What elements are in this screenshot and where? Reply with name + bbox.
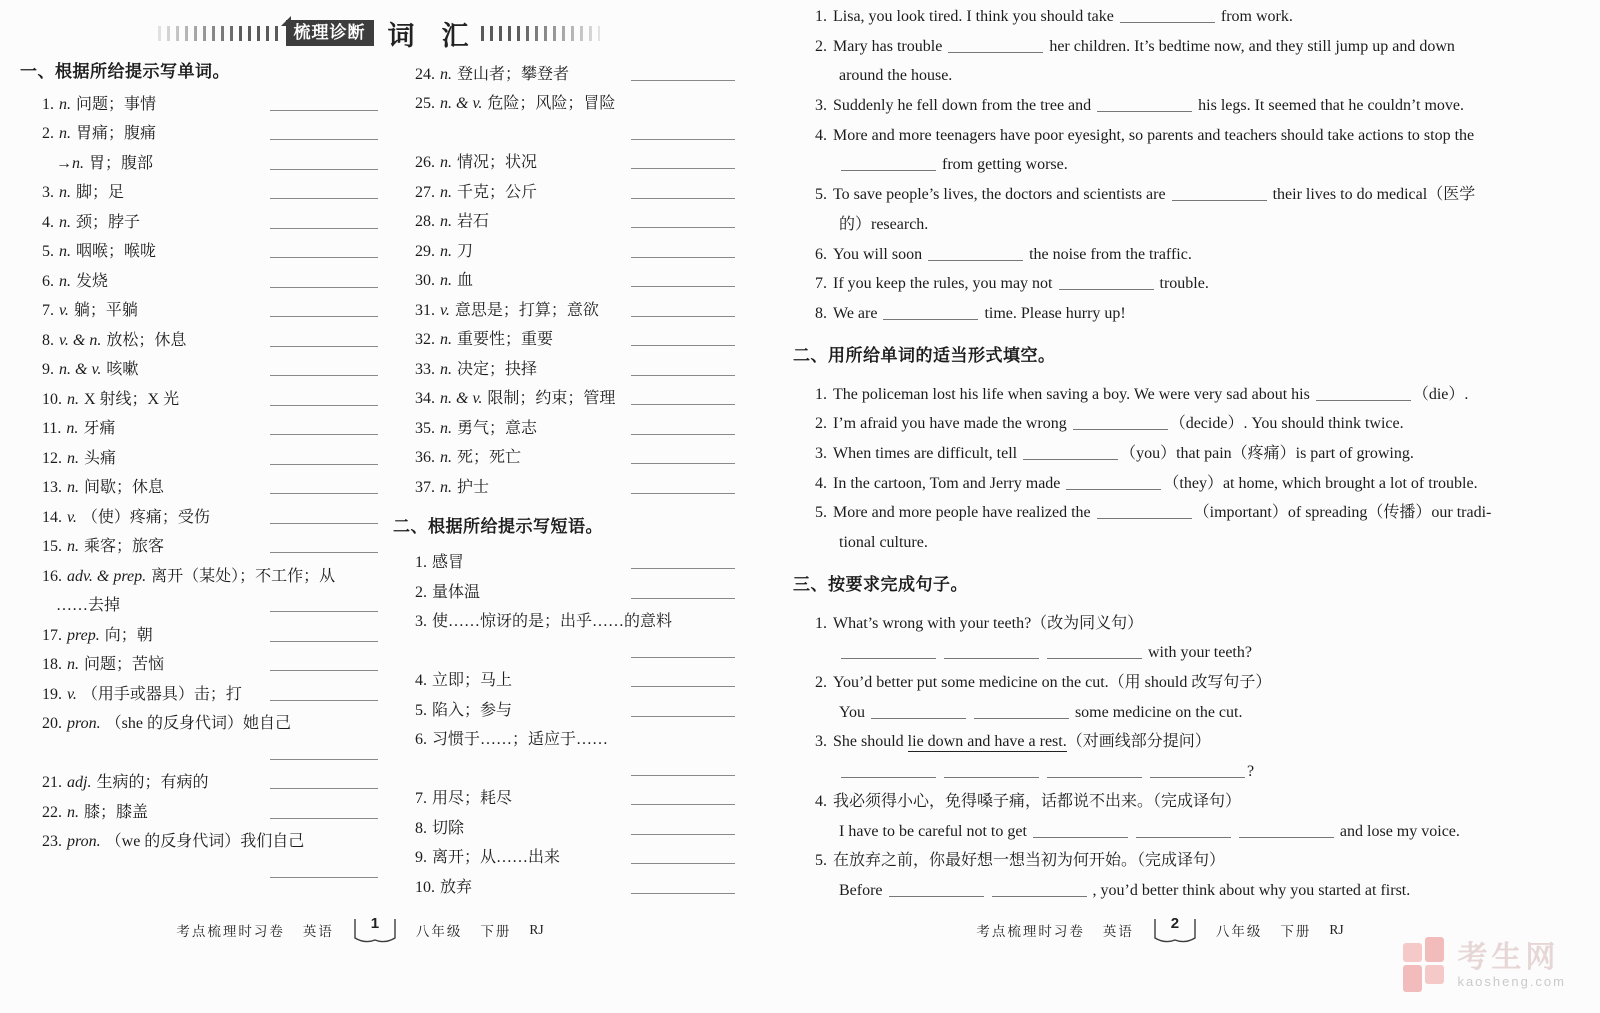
answer-blank bbox=[1172, 197, 1267, 201]
word-item-text: 15. n. 乘客；旅客 bbox=[42, 538, 165, 555]
sentence-number: 1. bbox=[815, 614, 827, 632]
sentence-number: 8. bbox=[815, 304, 827, 322]
exercise1-sentences bbox=[793, 2, 1523, 329]
word-item-row bbox=[415, 693, 735, 723]
sentence-line: 1. What’s wrong with your teeth?（改为同义句） bbox=[815, 614, 1144, 632]
word-item-text: 20. pron. （she 的反身代词）她自己 bbox=[42, 715, 291, 732]
answer-blank bbox=[270, 228, 378, 229]
sentence-continuation-line: I have to be careful not to get and lose my voice. bbox=[839, 822, 1460, 840]
word-item-row bbox=[415, 382, 735, 412]
word-item-text: 14. v. （使）疼痛；受伤 bbox=[42, 508, 210, 526]
answer-blank bbox=[631, 657, 735, 658]
word-item-text: 6. n. 发烧 bbox=[42, 272, 109, 290]
word-item-text: 33. n. 决定；抉择 bbox=[415, 360, 538, 378]
answer-blank bbox=[883, 316, 978, 320]
answer-blank bbox=[631, 775, 735, 776]
blank-only-row bbox=[42, 736, 378, 766]
page1-section1-title: 一、根据所给提示写单词。 bbox=[20, 62, 230, 81]
word-item-row bbox=[42, 707, 378, 737]
answer-blank bbox=[270, 139, 378, 140]
answer-blank bbox=[631, 893, 735, 894]
word-item-text: 36. n. 死；死亡 bbox=[415, 449, 522, 466]
sentence-line: 8. We are time. Please hurry up! bbox=[815, 304, 1126, 322]
footer-series: 考点梳理时习卷 bbox=[976, 924, 1085, 939]
answer-blank bbox=[889, 893, 984, 897]
watermark-site-name: 考生网 bbox=[1457, 941, 1560, 974]
footer-volume: 下册 bbox=[480, 924, 512, 939]
word-item-row bbox=[42, 825, 378, 855]
answer-blank bbox=[631, 716, 735, 717]
word-item-text: 30. n. 血 bbox=[415, 272, 474, 289]
word-item-row bbox=[42, 87, 378, 117]
sentence-continuation-line: Before , you’d better think about why you started at first. bbox=[839, 881, 1411, 899]
answer-blank bbox=[270, 552, 378, 553]
page2-content bbox=[793, 2, 1523, 906]
answer-blank bbox=[1047, 774, 1142, 778]
word-item-text: →n. 胃；腹部 bbox=[56, 154, 154, 172]
answer-blank bbox=[1150, 774, 1245, 778]
footer-grade: 八年级 bbox=[415, 924, 463, 939]
answer-blank bbox=[841, 655, 936, 659]
answer-blank bbox=[270, 788, 378, 789]
sentence-number: 3. bbox=[815, 733, 827, 751]
word-item-row bbox=[415, 605, 735, 635]
word-item-text: 26. n. 情况；状况 bbox=[415, 154, 538, 171]
answer-blank bbox=[270, 611, 378, 612]
answer-blank bbox=[270, 700, 378, 701]
word-item-text: 8. 切除 bbox=[415, 819, 465, 837]
exercise2-sentences bbox=[793, 380, 1523, 558]
answer-blank bbox=[1033, 834, 1128, 838]
word-item-row bbox=[42, 795, 378, 825]
word-item-text: 27. n. 千克；公斤 bbox=[415, 183, 538, 201]
sentence-number: 6. bbox=[815, 245, 827, 263]
sentence-continuation-line: with your teeth? bbox=[793, 638, 1523, 668]
page-number: 1 bbox=[370, 915, 380, 932]
word-item-text: 7. 用尽；耗尽 bbox=[415, 790, 513, 807]
word-item-row bbox=[42, 146, 378, 176]
word-item-text: 17. prep. 向；朝 bbox=[42, 626, 153, 644]
underlined-phrase: lie down and have a rest. bbox=[907, 733, 1067, 751]
answer-blank bbox=[631, 568, 735, 569]
answer-blank bbox=[270, 316, 378, 317]
answer-blank bbox=[270, 523, 378, 524]
sentence-line: 5. To save people’s lives, the doctors and scientists are their lives to do medical（医学 bbox=[815, 186, 1476, 204]
answer-blank bbox=[270, 198, 378, 199]
banner-badge: 梳理诊断 bbox=[286, 20, 374, 46]
answer-blank bbox=[631, 404, 735, 405]
word-item-text: 23. pron. （we 的反身代词）我们自己 bbox=[42, 833, 305, 850]
word-item-row bbox=[42, 294, 378, 324]
word-item-row bbox=[415, 441, 735, 471]
section-banner bbox=[158, 16, 600, 50]
word-item-text: 5. n. 咽喉；喉咙 bbox=[42, 243, 157, 260]
word-item-text: 9. n. & v. 咳嗽 bbox=[42, 361, 139, 378]
answer-blank bbox=[631, 316, 735, 317]
word-item-row bbox=[42, 235, 378, 265]
page2-section2-title: 二、用所给单词的适当形式填空。 bbox=[793, 345, 1056, 365]
page-number-book-icon bbox=[1152, 914, 1198, 946]
word-item-text: 3. 使……惊讶的是；出乎……的意料 bbox=[415, 613, 673, 630]
word-item-row bbox=[415, 205, 735, 235]
word-item-text: 22. n. 膝；膝盖 bbox=[42, 803, 149, 821]
sentence-number: 5. bbox=[815, 504, 827, 522]
word-item-text: 25. n. & v. 危险；风险；冒险 bbox=[415, 95, 616, 112]
sentence-number: 2. bbox=[815, 37, 827, 55]
word-item-text: 21. adj. 生病的；有病的 bbox=[42, 774, 209, 791]
sentence-line: 2. I’m afraid you have made the wrong （decide）. You should think twice. bbox=[815, 415, 1404, 433]
answer-blank bbox=[270, 405, 378, 406]
sentence-line: 5. 在放弃之前，你最好想一想当初为何开始。（完成译句） bbox=[815, 852, 1226, 870]
word-item-row bbox=[415, 175, 735, 205]
word-list-1 bbox=[20, 87, 378, 884]
footer-grade: 八年级 bbox=[1215, 924, 1263, 939]
answer-blank bbox=[944, 655, 1039, 659]
word-item-row bbox=[42, 205, 378, 235]
word-item-text: 32. n. 重要性；重要 bbox=[415, 331, 554, 348]
word-item-row bbox=[415, 811, 735, 841]
exercise3-sentences bbox=[793, 609, 1523, 906]
word-item-text: 29. n. 刀 bbox=[415, 242, 474, 260]
sentence-number: 1. bbox=[815, 385, 827, 403]
word-item-row bbox=[415, 546, 735, 576]
sentence-number: 3. bbox=[815, 97, 827, 115]
word-item-text: 6. 习惯于……；适应于…… bbox=[415, 731, 609, 748]
answer-blank bbox=[270, 375, 378, 376]
word-item-row bbox=[415, 575, 735, 605]
word-item-text: 12. n. 头痛 bbox=[42, 449, 117, 467]
answer-blank bbox=[1023, 456, 1118, 460]
sentence-continuation-line: around the house. bbox=[839, 67, 953, 85]
answer-blank bbox=[871, 715, 966, 719]
answer-blank bbox=[631, 345, 735, 346]
answer-blank bbox=[270, 434, 378, 435]
answer-blank bbox=[1097, 108, 1192, 112]
kaosheng-logo-icon bbox=[1403, 937, 1447, 995]
sentence-continuation-line: ? bbox=[793, 757, 1523, 787]
word-item-text: 35. n. 勇气；意志 bbox=[415, 419, 538, 437]
blank-only-row bbox=[42, 854, 378, 884]
answer-blank bbox=[1066, 486, 1161, 490]
answer-blank bbox=[631, 463, 735, 464]
word-item-text: 28. n. 岩石 bbox=[415, 213, 490, 230]
word-item-text: 10. 放弃 bbox=[415, 878, 473, 896]
answer-blank bbox=[631, 80, 735, 81]
sentence-number: 3. bbox=[815, 444, 827, 462]
answer-blank bbox=[631, 834, 735, 835]
word-item-text: 7. v. 躺；平躺 bbox=[42, 302, 138, 319]
sentence-continuation-line: You some medicine on the cut. bbox=[839, 703, 1243, 721]
page2-section3-title: 三、按要求完成句子。 bbox=[793, 574, 968, 594]
word-item-text: 31. v. 意思是；打算；意欲 bbox=[415, 301, 599, 319]
word-item-text: 3. n. 脚；足 bbox=[42, 184, 125, 201]
answer-blank bbox=[1239, 834, 1334, 838]
answer-blank bbox=[631, 375, 735, 376]
sentence-number: 4. bbox=[815, 474, 827, 492]
answer-blank bbox=[1316, 397, 1411, 401]
answer-blank bbox=[974, 715, 1069, 719]
sentence-line: 2. You’d better put some medicine on the cut.（用 should 改写句子） bbox=[815, 674, 1272, 692]
watermark-kaosheng bbox=[1403, 937, 1566, 995]
word-item-text: 16. adv. & prep. 离开（某处）；不工作；从 bbox=[42, 567, 336, 585]
word-item-row bbox=[42, 117, 378, 147]
phrase-list bbox=[393, 546, 735, 900]
sentence-line: 1. Lisa, you look tired. I think you should take from work. bbox=[815, 8, 1293, 25]
page-number: 2 bbox=[1170, 915, 1180, 932]
word-item-row bbox=[415, 664, 735, 694]
footer-edition: RJ bbox=[1329, 922, 1344, 937]
word-item-text: 13. n. 间歇；休息 bbox=[42, 479, 165, 496]
answer-blank bbox=[631, 198, 735, 199]
answer-blank bbox=[270, 493, 378, 494]
watermark-text bbox=[1457, 942, 1566, 990]
word-item-text: 9. 离开；从……出来 bbox=[415, 849, 561, 866]
footer-subject: 英语 bbox=[302, 924, 334, 939]
answer-blank bbox=[270, 169, 378, 170]
word-item-row bbox=[42, 589, 378, 619]
word-item-text: 37. n. 护士 bbox=[415, 478, 490, 496]
footer-volume: 下册 bbox=[1280, 924, 1312, 939]
answer-blank bbox=[841, 167, 936, 171]
word-item-text: 18. n. 问题；苦恼 bbox=[42, 656, 165, 673]
word-item-text: 5. 陷入；参与 bbox=[415, 701, 513, 719]
word-item-text: 34. n. & v. 限制；约束；管理 bbox=[415, 390, 616, 407]
answer-blank bbox=[928, 257, 1023, 261]
word-item-row bbox=[415, 723, 735, 753]
word-item-row bbox=[415, 870, 735, 900]
word-item-row bbox=[415, 264, 735, 294]
answer-blank bbox=[270, 287, 378, 288]
sentence-number: 5. bbox=[815, 186, 827, 204]
word-item-row bbox=[42, 412, 378, 442]
answer-blank bbox=[1136, 834, 1231, 838]
sentence-line: 5. More and more people have realized the （important）of spreading（传播）our tradi- bbox=[815, 504, 1492, 522]
page2-footer bbox=[950, 912, 1370, 948]
answer-blank bbox=[270, 464, 378, 465]
answer-blank bbox=[841, 774, 936, 778]
word-item-text: 8. v. & n. 放松；休息 bbox=[42, 331, 187, 349]
word-item-row bbox=[42, 559, 378, 589]
answer-blank bbox=[631, 139, 735, 140]
answer-blank bbox=[631, 434, 735, 435]
word-item-text: 10. n. X 射线；X 光 bbox=[42, 390, 180, 408]
watermark-site-domain: kaosheng.com bbox=[1457, 974, 1566, 989]
word-item-row bbox=[415, 470, 735, 500]
banner-tick-bars-left-icon bbox=[158, 26, 278, 41]
sentence-line: 4. More and more teenagers have poor eyesight, so parents and teachers should take actions to stop the bbox=[815, 126, 1475, 144]
word-item-row bbox=[42, 441, 378, 471]
sentence-continuation-line: tional culture. bbox=[839, 534, 928, 551]
answer-blank bbox=[992, 893, 1087, 897]
word-item-text: 4. 立即；马上 bbox=[415, 672, 513, 689]
answer-blank bbox=[270, 346, 378, 347]
word-item-row bbox=[415, 323, 735, 353]
word-item-row bbox=[42, 530, 378, 560]
footer-edition: RJ bbox=[529, 922, 544, 937]
answer-blank bbox=[631, 168, 735, 169]
sentence-line: 1. The policeman lost his life when saving a boy. We were very sad about his （die）. bbox=[815, 385, 1469, 403]
word-item-row bbox=[415, 146, 735, 176]
footer-subject: 英语 bbox=[1102, 924, 1134, 939]
sentence-continuation-line: from getting worse. bbox=[793, 150, 1523, 180]
answer-blank bbox=[270, 110, 378, 111]
answer-blank bbox=[631, 257, 735, 258]
answer-blank bbox=[270, 641, 378, 642]
answer-blank bbox=[270, 670, 378, 671]
answer-blank bbox=[631, 493, 735, 494]
page1-section2-title: 二、根据所给提示写短语。 bbox=[393, 516, 603, 536]
word-item-row bbox=[42, 618, 378, 648]
answer-blank bbox=[1120, 19, 1215, 23]
answer-blank bbox=[631, 863, 735, 864]
word-item-row bbox=[42, 500, 378, 530]
word-item-text: ……去掉 bbox=[56, 597, 121, 614]
sentence-line: 3. Suddenly he fell down from the tree and his legs. It seemed that he couldn’t move. bbox=[815, 97, 1465, 115]
word-item-row bbox=[42, 677, 378, 707]
answer-blank bbox=[1059, 286, 1154, 290]
answer-blank bbox=[948, 49, 1043, 53]
answer-blank bbox=[270, 759, 378, 760]
word-item-text: 4. n. 颈；脖子 bbox=[42, 213, 141, 231]
word-item-row bbox=[42, 323, 378, 353]
answer-blank bbox=[270, 257, 378, 258]
answer-blank bbox=[944, 774, 1039, 778]
sentence-number: 1. bbox=[815, 8, 827, 25]
word-item-text: 1. n. 问题；事情 bbox=[42, 95, 157, 113]
answer-blank bbox=[631, 286, 735, 287]
sentence-continuation-line: 的）research. bbox=[839, 215, 929, 233]
page-number-book-icon bbox=[352, 914, 398, 946]
word-item-row bbox=[42, 766, 378, 796]
sentence-line: 6. You will soon the noise from the traffic. bbox=[815, 245, 1192, 263]
answer-blank bbox=[631, 804, 735, 805]
word-item-text: 2. 量体温 bbox=[415, 583, 481, 601]
page1-column1 bbox=[20, 57, 378, 884]
word-item-row bbox=[42, 264, 378, 294]
blank-only-row bbox=[415, 634, 735, 664]
word-item-row bbox=[415, 87, 735, 117]
answer-blank bbox=[631, 598, 735, 599]
word-list-2 bbox=[393, 57, 735, 500]
answer-blank bbox=[631, 686, 735, 687]
sentence-number: 4. bbox=[815, 792, 827, 810]
answer-blank bbox=[270, 877, 378, 878]
sentence-line: 2. Mary has trouble her children. It’s bedtime now, and they still jump up and down bbox=[815, 37, 1455, 55]
word-item-row bbox=[415, 234, 735, 264]
answer-blank bbox=[631, 227, 735, 228]
page1-column2 bbox=[393, 57, 735, 900]
word-item-text: 19. v. （用手或器具）击；打 bbox=[42, 685, 242, 703]
word-item-row bbox=[415, 841, 735, 871]
word-item-row bbox=[42, 648, 378, 678]
answer-blank bbox=[1073, 426, 1168, 430]
blank-only-row bbox=[415, 752, 735, 782]
word-item-text: 11. n. 牙痛 bbox=[42, 420, 116, 437]
answer-blank bbox=[270, 818, 378, 819]
word-item-text: 24. n. 登山者；攀登者 bbox=[415, 65, 570, 83]
blank-only-row bbox=[415, 116, 735, 146]
footer-series: 考点梳理时习卷 bbox=[176, 924, 285, 939]
sentence-line: 3. When times are difficult, tell （you）that pain（疼痛）is part of growing. bbox=[815, 444, 1414, 462]
word-item-row bbox=[415, 352, 735, 382]
word-item-row bbox=[42, 176, 378, 206]
sentence-number: 2. bbox=[815, 415, 827, 433]
word-item-row bbox=[415, 782, 735, 812]
sentence-number: 4. bbox=[815, 126, 827, 144]
page1-footer bbox=[150, 912, 570, 948]
sentence-number: 5. bbox=[815, 852, 827, 870]
sentence-line: 3. She should lie down and have a rest.（对画线部分提问） bbox=[815, 733, 1211, 751]
word-item-row bbox=[415, 411, 735, 441]
answer-blank bbox=[1047, 655, 1142, 659]
word-item-row bbox=[42, 382, 378, 412]
banner-tick-bars-right-icon bbox=[481, 26, 601, 41]
sentence-line: 4. In the cartoon, Tom and Jerry made （they）at home, which brought a lot of trouble. bbox=[815, 474, 1478, 492]
word-item-row bbox=[42, 471, 378, 501]
word-item-row bbox=[415, 57, 735, 87]
word-item-row bbox=[42, 353, 378, 383]
word-item-text: 2. n. 胃痛；腹痛 bbox=[42, 125, 157, 142]
answer-blank bbox=[1097, 515, 1192, 519]
word-item-text: 1. 感冒 bbox=[415, 554, 465, 571]
sentence-number: 2. bbox=[815, 674, 827, 692]
sentence-number: 7. bbox=[815, 275, 827, 293]
word-item-row bbox=[415, 293, 735, 323]
sentence-line: 7. If you keep the rules, you may not trouble. bbox=[815, 275, 1209, 293]
sentence-line: 4. 我必须得小心，免得嗓子痛，话都说不出来。（完成译句） bbox=[815, 792, 1242, 810]
banner-title: 词 汇 bbox=[387, 20, 469, 51]
